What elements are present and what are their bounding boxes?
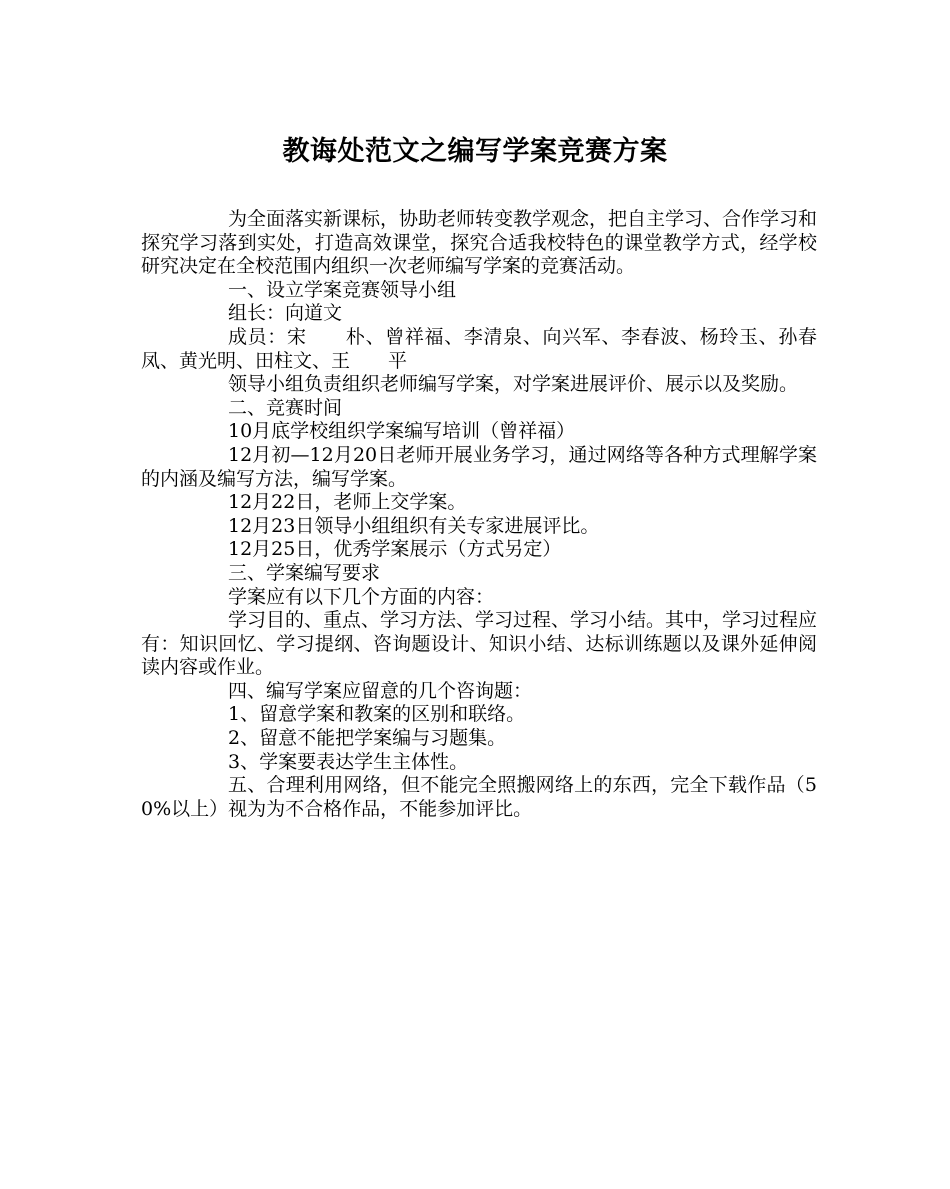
requirements-intro: 学案应有以下几个方面的内容： [228, 585, 495, 608]
notice-item-2: 2、留意不能把学案编与习题集。 [228, 727, 507, 750]
schedule-item-4: 12月23日领导小组组织有关专家进展评比。 [228, 514, 600, 537]
schedule-item-3: 12月22日，老师上交学案。 [228, 491, 467, 514]
document-body [141, 208, 817, 821]
requirements-content: 学习目的、重点、学习方法、学习过程、学习小结。其中，学习过程应有：知识回忆、学习提纲、咨询题设计、知识小结、达标训练题以及课外延伸阅读内容或作业。 [141, 609, 818, 679]
schedule-item-1: 10月底学校组织学案编写培训（曾祥福） [228, 420, 576, 443]
section-heading-5: 五、合理利用网络，但不能完全照搬网络上的东西，完全下载作品（50%以上）视为为不合格作品，不能参加评比。 [141, 774, 817, 820]
intro-paragraph: 为全面落实新课标，协助老师转变教学观念，把自主学习、合作学习和探究学习落到实处，打造高效课堂，探究合适我校特色的课堂教学方式，经学校研究决定在全校范围内组织一次老师编写学案的竞赛活动。 [141, 208, 818, 278]
notice-item-3: 3、学案要表达学生主体性。 [228, 750, 469, 773]
leader-line: 组长：向道文 [228, 302, 343, 325]
section-heading-2: 二、竞赛时间 [228, 396, 343, 419]
notice-item-1: 1、留意学案和教案的区别和联络。 [228, 703, 526, 726]
schedule-item-2: 12月初—12月20日老师开展业务学习，通过网络等各种方式理解学案的内涵及编写方法，编写学案。 [141, 443, 817, 490]
members-line: 成员：宋 朴、曾祥福、李清泉、向兴军、李春波、杨玲玉、孙春凤、黄光明、田柱文、王 平 [141, 325, 817, 372]
schedule-item-5: 12月25日，优秀学案展示（方式另定） [228, 538, 562, 561]
section-heading-1: 一、设立学案竞赛领导小组 [228, 278, 457, 301]
section-heading-3: 三、学案编写要求 [228, 561, 381, 584]
group-duty-paragraph: 领导小组负责组织老师编写学案，对学案进展评价、展示以及奖励。 [228, 373, 799, 396]
section-heading-4: 四、编写学案应留意的几个咨询题： [228, 679, 533, 702]
document-title: 教诲处范文之编写学案竞赛方案 [282, 136, 668, 167]
